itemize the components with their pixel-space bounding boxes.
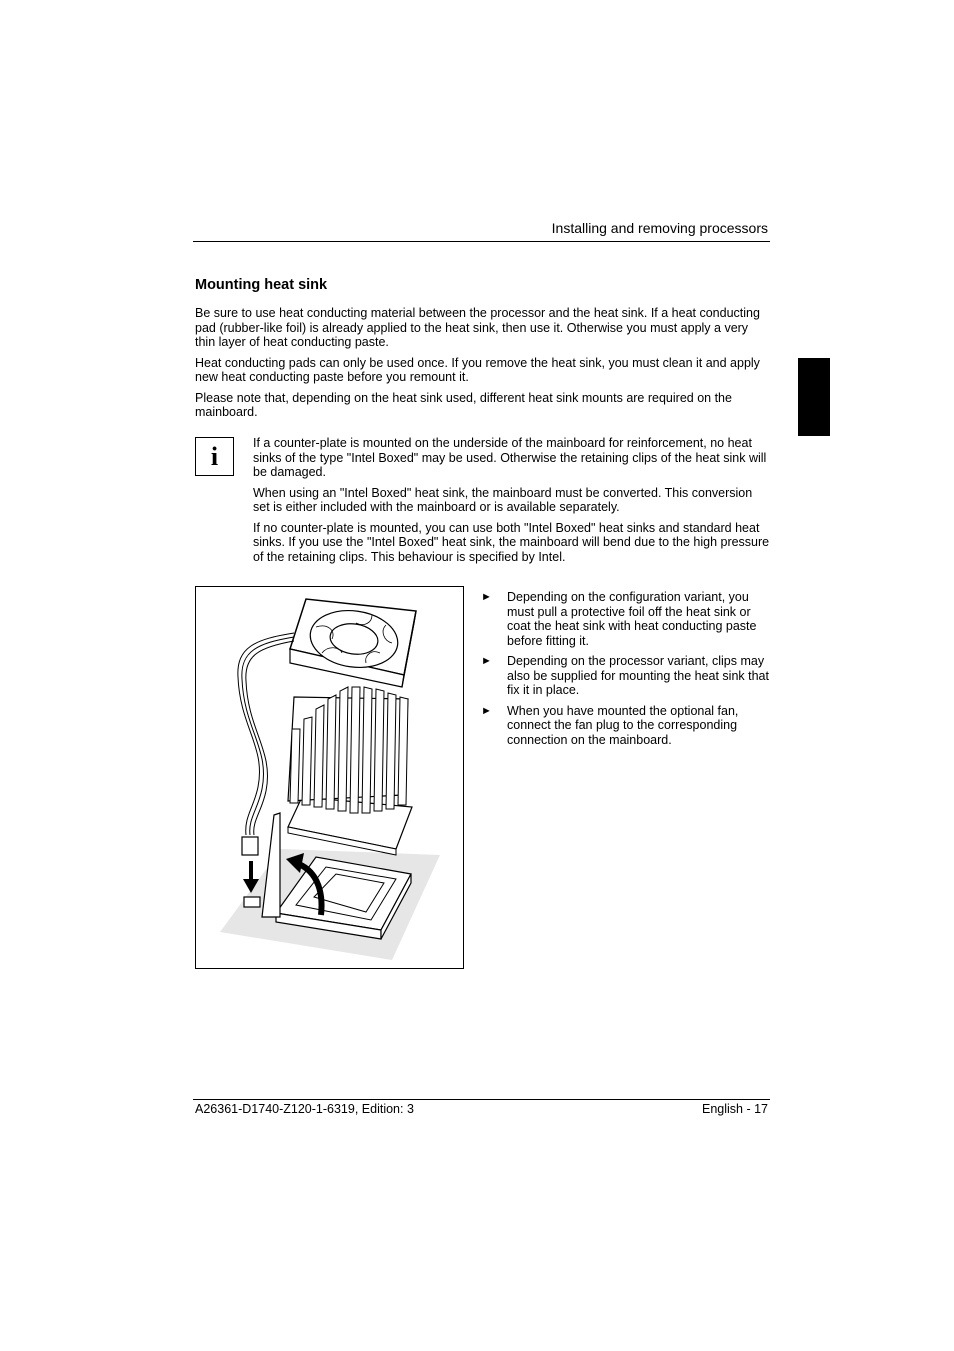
socket-lever [262,813,280,917]
body-paragraph-2: Heat conducting pads can only be used once. If you remove the heat sink, you must clean it and apply new heat conducting paste before you remount it. [195,355,760,384]
page-header-title: Installing and removing processors [551,220,768,236]
instruction-steps [481,590,771,753]
footer-page-number: English - 17 [701,1102,768,1116]
step-item [481,654,771,698]
body-paragraph-3: Please note that, depending on the heat sink used, different heat sink mounts are required on the mainboard. [195,390,732,419]
info-paragraph-2: When using an "Intel Boxed" heat sink, the mainboard must be converted. This conversion set is either included with the mainboard or is available separately. [253,485,753,514]
fan-connector [244,897,260,907]
body-text [195,306,770,426]
header-rule [193,241,770,242]
info-paragraph-1: If a counter-plate is mounted on the underside of the mainboard for reinforcement, no heat sinks of the type "Intel Boxed" may be used. Otherwise the retaining clips of the heat sink will be damaged. [253,436,767,479]
step-text: Depending on the configuration variant, you must pull a protective foil off the heat sink or coat the heat sink with heat conducting paste before fitting it. [507,590,757,648]
step-bullet-icon: ► [481,704,492,717]
section-title: Mounting heat sink [195,277,328,293]
footer-rule [193,1099,770,1100]
info-icon: i [195,437,234,476]
step-text: Depending on the processor variant, clips may also be supplied for mounting the heat sink that fix it in place. [507,654,769,697]
info-paragraph-3: If no counter-plate is mounted, you can use both "Intel Boxed" heat sinks and standard heat sinks. If you use the "Intel Boxed" heat sink, the mainboard will bend due to the high pressure of the retaining clips. This behaviour is specified by Intel. [253,520,770,564]
heat-sink-mounting-illustration [196,587,463,968]
step-bullet-icon: ► [481,655,492,667]
fan-plug [242,837,258,855]
step-item [481,590,771,648]
fan-cable [238,633,294,835]
footer-doc-id: A26361-D1740-Z120-1-6319, Edition: 3 [195,1102,414,1116]
body-paragraph-1: Be sure to use heat conducting material between the processor and the heat sink. If a heat conducting pad (rubber-like foil) is already applied to the heat sink, then use it. Otherwise you must apply a very thin layer of heat conducting paste. [195,306,760,349]
step-text: When you have mounted the optional fan, connect the fan plug to the corresponding connection on the mainboard. [507,703,739,747]
chapter-side-tab [798,358,830,436]
step-item [481,704,771,748]
info-note [253,436,770,570]
step-bullet-icon: ► [481,591,492,603]
heat-sink-figure [195,586,464,969]
